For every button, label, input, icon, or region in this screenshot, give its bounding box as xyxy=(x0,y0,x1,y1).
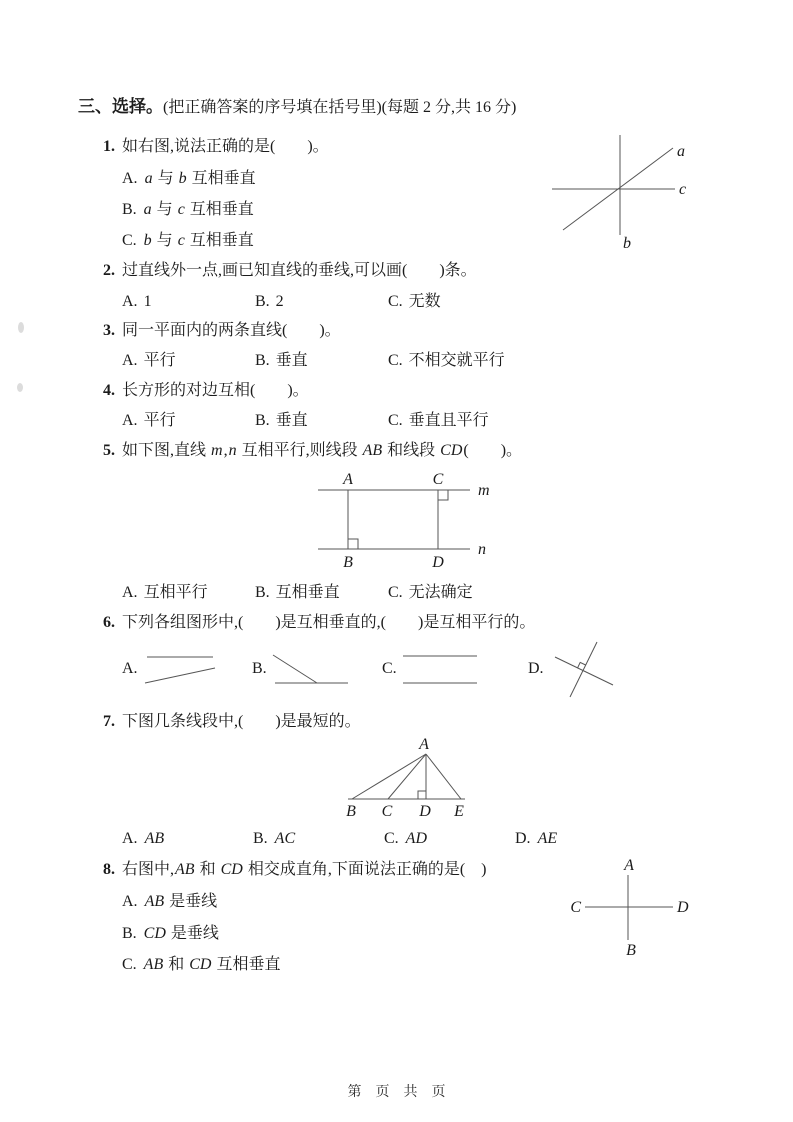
option-label: B. xyxy=(255,352,270,369)
label-D: D xyxy=(432,554,444,571)
option xyxy=(253,829,384,849)
option xyxy=(122,583,255,603)
option-text: 不相交就平行 xyxy=(408,352,505,369)
option-text: CD 是垂线 xyxy=(143,925,219,942)
option xyxy=(388,292,441,312)
option-text: 垂直且平行 xyxy=(408,412,489,429)
question-2 xyxy=(103,261,477,281)
question-1-option-c xyxy=(122,231,254,251)
option xyxy=(255,351,388,371)
question-text: 过直线外一点,画已知直线的垂线,可以画( )条。 xyxy=(122,262,477,279)
scan-artifact xyxy=(17,383,23,392)
option xyxy=(122,292,255,312)
question-text: 同一平面内的两条直线( )。 xyxy=(122,322,341,339)
option-label: A. xyxy=(122,352,138,369)
question-8 xyxy=(103,860,486,880)
label-c: c xyxy=(679,181,687,198)
q6-figure-c-parallel-lines xyxy=(402,648,482,688)
figure-c-label: C. xyxy=(382,660,397,677)
question-number: 8. xyxy=(103,861,115,878)
option xyxy=(255,583,388,603)
option xyxy=(255,292,388,312)
question-1-option-a xyxy=(122,169,256,189)
question-7-options xyxy=(122,829,558,849)
option-label: D. xyxy=(515,830,531,847)
question-4-options xyxy=(122,411,489,431)
question-3-options xyxy=(122,351,505,371)
question-number: 2. xyxy=(103,262,115,279)
question-8-option-c xyxy=(122,955,280,975)
option-text: 无法确定 xyxy=(408,584,473,601)
question-1-option-b xyxy=(122,200,254,220)
label-E: E xyxy=(454,803,464,820)
option-text: b 与 c 互相垂直 xyxy=(143,232,254,249)
option xyxy=(388,411,489,431)
label-b: b xyxy=(623,235,631,252)
label-A: A xyxy=(343,471,353,488)
option-text: a 与 c 互相垂直 xyxy=(143,201,254,218)
q7-segments-diagram xyxy=(338,736,488,821)
option-text: AD xyxy=(405,830,427,847)
option-text: 平行 xyxy=(143,352,176,369)
question-number: 3. xyxy=(103,322,115,339)
question-number: 4. xyxy=(103,382,115,399)
question-number: 7. xyxy=(103,713,115,730)
option-label: A. xyxy=(122,830,138,847)
label-B: B xyxy=(626,942,636,959)
option xyxy=(122,411,255,431)
option xyxy=(388,351,505,371)
option-label: B. xyxy=(255,584,270,601)
question-text: 右图中,AB 和 CD 相交成直角,下面说法正确的是( ) xyxy=(122,861,487,878)
question-3 xyxy=(103,321,341,341)
option-text: AB xyxy=(144,830,165,847)
option-text: 互相垂直 xyxy=(275,584,340,601)
scan-artifact xyxy=(18,322,24,333)
option-text: 1 xyxy=(143,293,152,310)
option-text: 平行 xyxy=(143,412,176,429)
segment-ac xyxy=(388,754,426,799)
label-C: C xyxy=(570,899,581,916)
option-label: B. xyxy=(253,830,268,847)
label-D: D xyxy=(419,803,431,820)
right-angle-mark xyxy=(438,490,448,500)
label-n: n xyxy=(478,541,486,558)
figure-d-label: D. xyxy=(528,660,544,677)
question-text: 如下图,直线 m,n 互相平行,则线段 AB 和线段 CD( )。 xyxy=(122,442,523,459)
q5-parallel-lines-diagram xyxy=(308,467,503,572)
option-text: 垂直 xyxy=(275,352,308,369)
question-number: 5. xyxy=(103,442,115,459)
option-text: 2 xyxy=(275,293,284,310)
option-label: C. xyxy=(122,232,137,249)
question-text: 如右图,说法正确的是( )。 xyxy=(122,138,329,155)
option-label: B. xyxy=(255,412,270,429)
label-A: A xyxy=(419,736,429,753)
right-angle-mark xyxy=(348,539,358,549)
q6-figure-a-nonparallel-lines xyxy=(145,648,220,688)
question-text: 下列各组图形中,( )是互相垂直的,( )是互相平行的。 xyxy=(122,614,536,631)
question-number: 6. xyxy=(103,614,115,631)
segment-ae xyxy=(426,754,461,799)
option-label: A. xyxy=(122,893,138,910)
question-text: 长方形的对边互相( )。 xyxy=(122,382,309,399)
label-D: D xyxy=(677,899,689,916)
option-label: C. xyxy=(388,352,403,369)
label-C: C xyxy=(432,471,444,488)
section-title: 三、选择。 xyxy=(78,97,163,116)
q8-cross-diagram xyxy=(565,853,710,968)
label-C: C xyxy=(381,803,393,820)
question-4 xyxy=(103,381,309,401)
option-text: AC xyxy=(274,830,296,847)
option-label: A. xyxy=(122,584,138,601)
question-8-option-a xyxy=(122,892,217,912)
option-text: AB 是垂线 xyxy=(144,893,218,910)
figure-b-label: B. xyxy=(252,660,267,677)
option-label: A. xyxy=(122,293,138,310)
section-header xyxy=(78,97,516,118)
option xyxy=(255,411,388,431)
label-B: B xyxy=(346,803,356,820)
option-text: AB 和 CD 互相垂直 xyxy=(143,956,281,973)
label-m: m xyxy=(478,482,490,499)
option-label: C. xyxy=(384,830,399,847)
page-footer: 第 页 共 页 xyxy=(347,1084,446,1100)
q1-lines-diagram xyxy=(545,126,705,251)
option-text: a 与 b 互相垂直 xyxy=(144,170,256,187)
option-label: C. xyxy=(388,412,403,429)
label-a: a xyxy=(677,143,685,160)
option-label: B. xyxy=(255,293,270,310)
question-1 xyxy=(103,137,329,157)
label-B: B xyxy=(343,554,353,571)
option-label: A. xyxy=(122,412,138,429)
figure-a-label: A. xyxy=(122,660,138,677)
question-5-options xyxy=(122,583,473,603)
question-6 xyxy=(103,613,535,633)
option-label: C. xyxy=(388,293,403,310)
option-label: B. xyxy=(122,925,137,942)
option-text: 垂直 xyxy=(275,412,308,429)
question-5 xyxy=(103,441,522,461)
option xyxy=(122,829,253,849)
q6-figure-b-oblique-meeting-lines xyxy=(272,648,352,688)
question-8-option-b xyxy=(122,924,219,944)
segment-ab xyxy=(352,754,426,799)
question-number: 1. xyxy=(103,138,115,155)
label-A: A xyxy=(624,857,634,874)
option-label: C. xyxy=(122,956,137,973)
option xyxy=(122,351,255,371)
option xyxy=(388,583,473,603)
option-text: 无数 xyxy=(408,293,441,310)
option-label: B. xyxy=(122,201,137,218)
option-label: A. xyxy=(122,170,138,187)
section-subtitle: (把正确答案的序号填在括号里)(每题 2 分,共 16 分) xyxy=(163,99,517,116)
question-7 xyxy=(103,712,361,732)
question-2-options xyxy=(122,292,441,312)
option-text: 互相平行 xyxy=(143,584,208,601)
right-angle-mark xyxy=(418,791,426,799)
option xyxy=(515,829,558,849)
option-text: AE xyxy=(537,830,558,847)
option xyxy=(384,829,515,849)
option-label: C. xyxy=(388,584,403,601)
question-text: 下图几条线段中,( )是最短的。 xyxy=(122,713,361,730)
q6-figure-d-perpendicular-lines xyxy=(550,638,620,703)
